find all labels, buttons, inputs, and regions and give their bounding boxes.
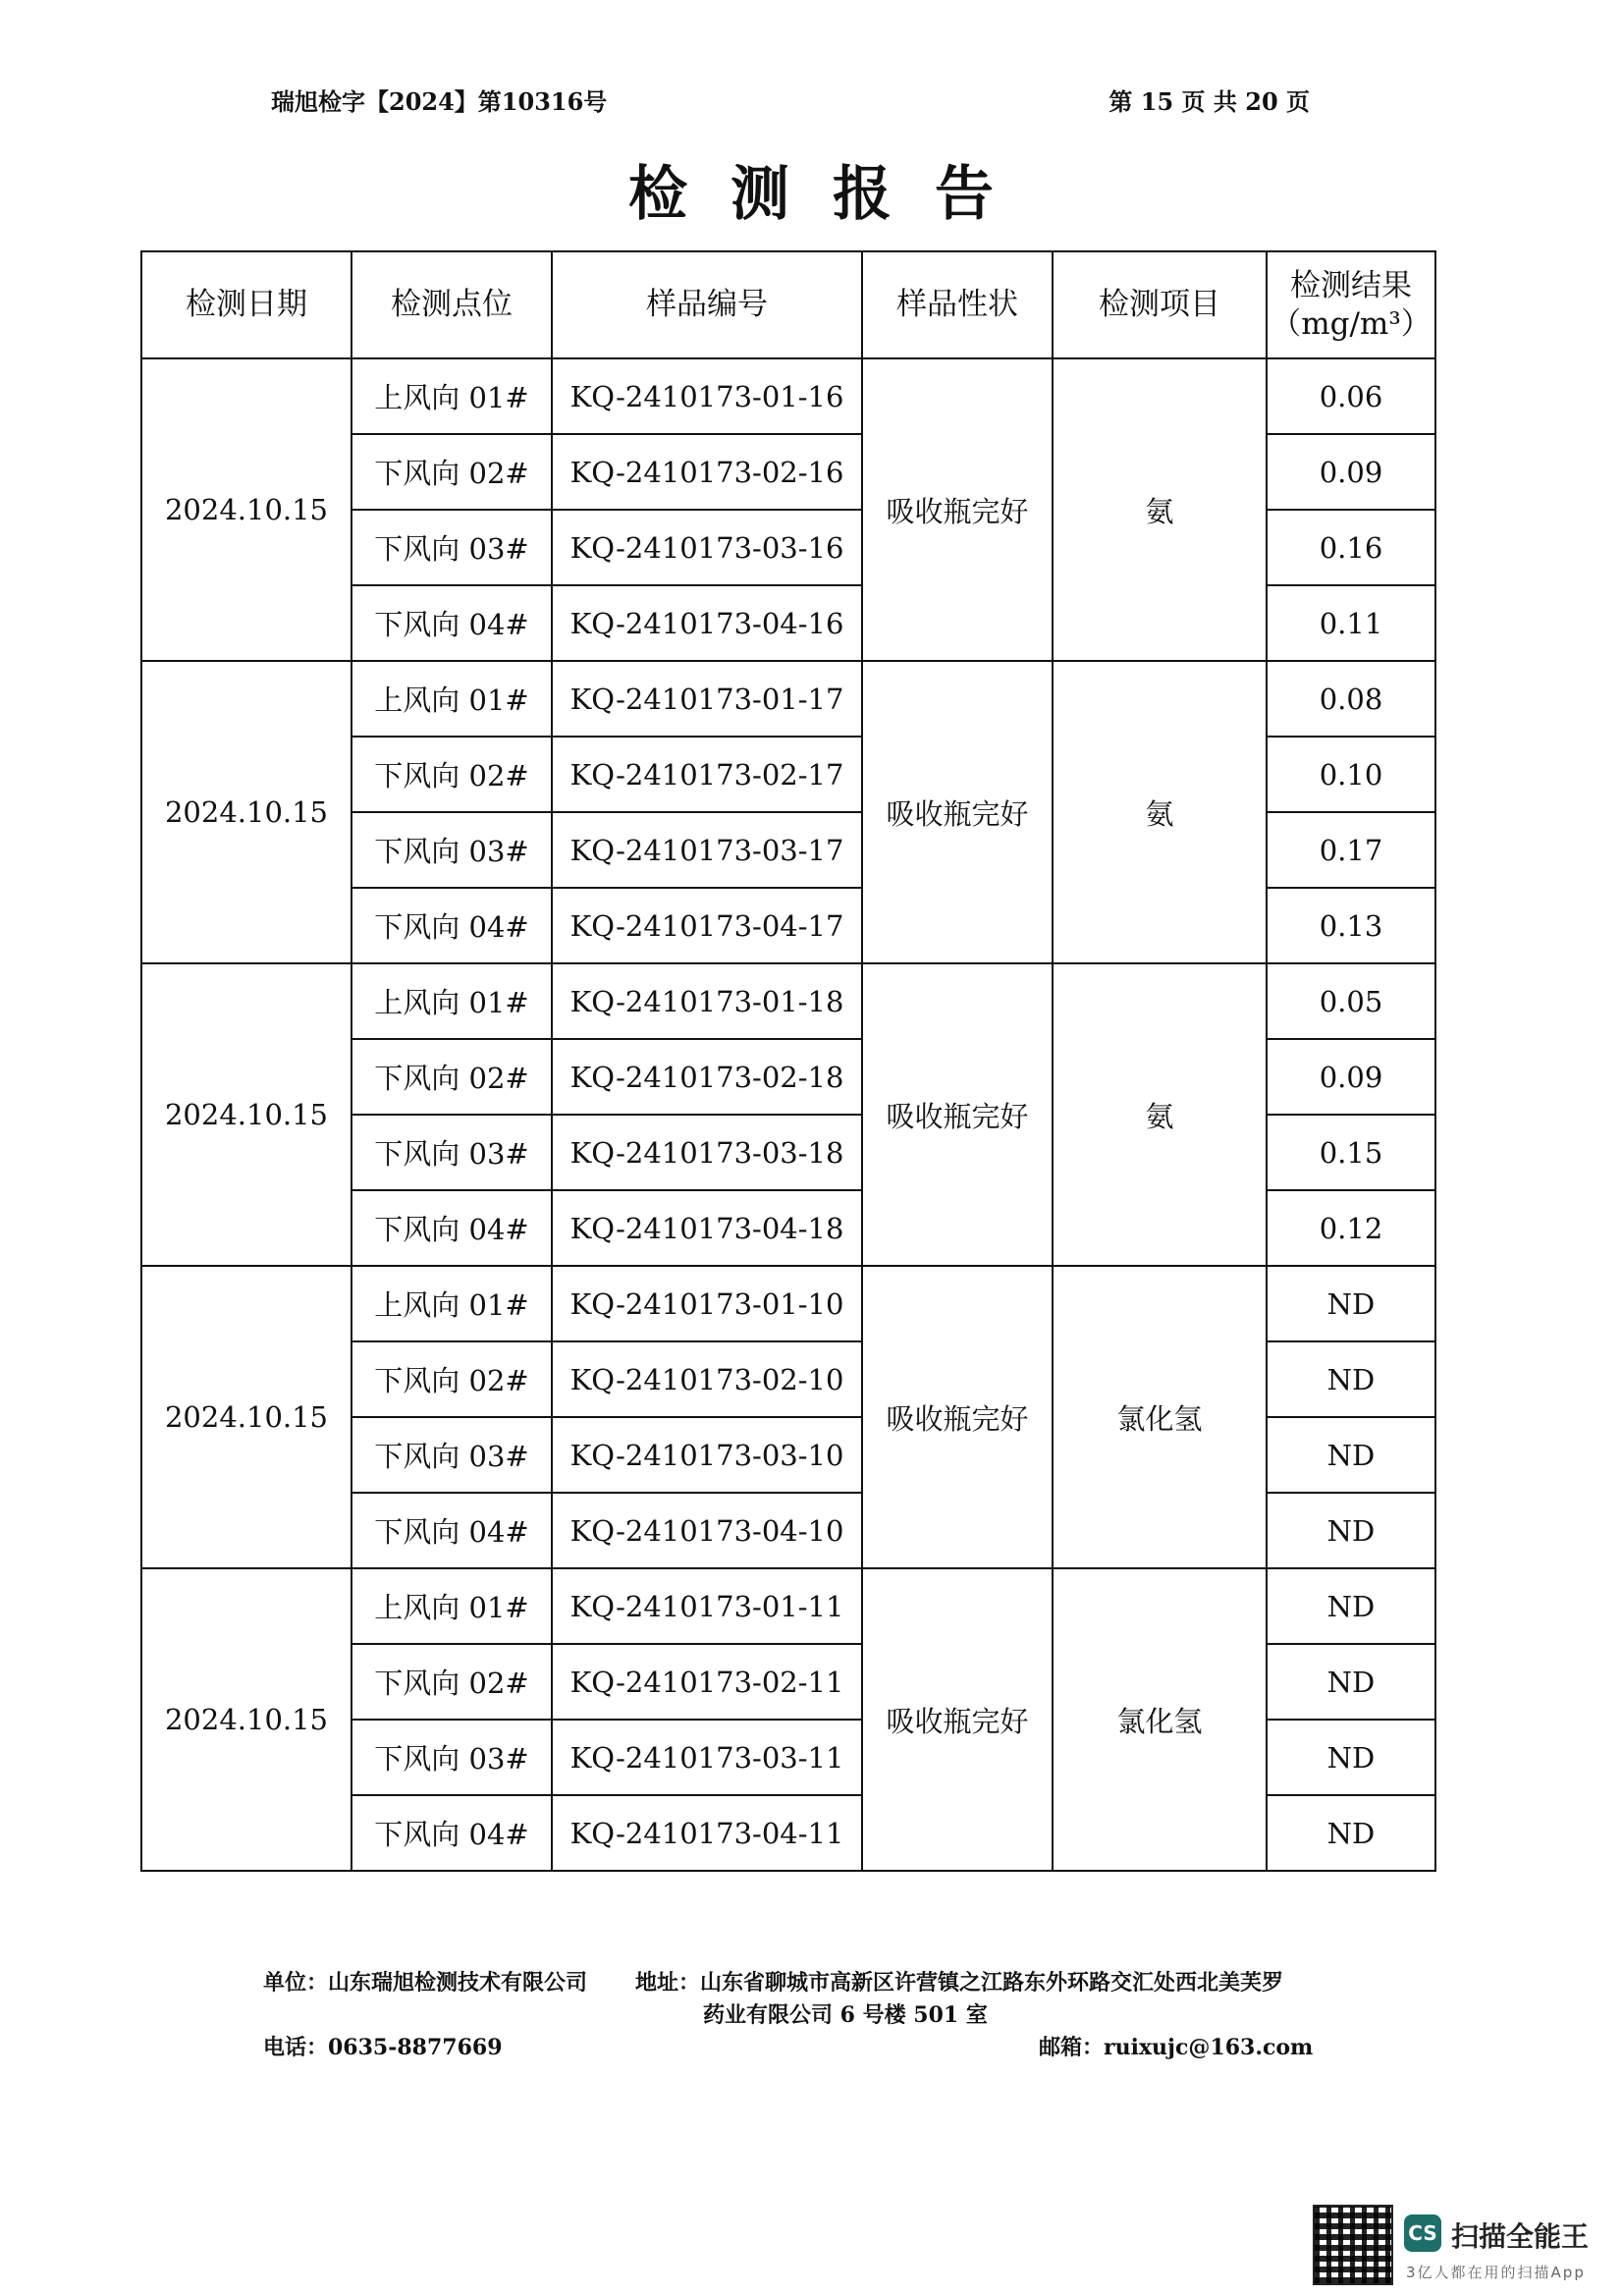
col-header-date: 检测日期 xyxy=(141,251,351,358)
cell-sample-no: KQ-2410173-01-17 xyxy=(552,661,862,737)
cell-sample-no: KQ-2410173-02-10 xyxy=(552,1341,862,1417)
cell-point: 上风向 01# xyxy=(351,963,552,1039)
page-info: 第 15 页 共 20 页 xyxy=(1108,87,1310,116)
cell-sample-no: KQ-2410173-03-11 xyxy=(552,1720,862,1795)
cell-result: ND xyxy=(1267,1341,1435,1417)
qr-code-icon xyxy=(1313,2205,1393,2285)
cell-sample-no: KQ-2410173-01-10 xyxy=(552,1266,862,1341)
col-header-result: 检测结果（mg/m³） xyxy=(1267,251,1435,358)
cell-result: 0.08 xyxy=(1267,661,1435,737)
cell-sample-no: KQ-2410173-02-18 xyxy=(552,1039,862,1115)
cell-result: 0.16 xyxy=(1267,510,1435,585)
cell-point: 下风向 02# xyxy=(351,434,552,510)
cell-sample-state: 吸收瓶完好 xyxy=(862,661,1053,963)
cell-sample-no: KQ-2410173-02-16 xyxy=(552,434,862,510)
cell-date: 2024.10.15 xyxy=(141,661,351,963)
cell-sample-no: KQ-2410173-02-11 xyxy=(552,1644,862,1720)
cell-point: 下风向 02# xyxy=(351,1039,552,1115)
cell-date: 2024.10.15 xyxy=(141,1266,351,1568)
cell-sample-no: KQ-2410173-04-11 xyxy=(552,1795,862,1871)
cell-result: ND xyxy=(1267,1417,1435,1493)
cell-sample-state: 吸收瓶完好 xyxy=(862,358,1053,661)
cell-sample-no: KQ-2410173-01-16 xyxy=(552,358,862,434)
cell-result: 0.10 xyxy=(1267,737,1435,812)
cell-sample-no: KQ-2410173-01-11 xyxy=(552,1568,862,1644)
cell-result: ND xyxy=(1267,1644,1435,1720)
footer-address: 地址：山东省聊城市高新区许营镇之江路东外环路交汇处西北美芙罗 xyxy=(635,1970,1284,1995)
footer-unit: 单位：山东瑞旭检测技术有限公司 xyxy=(263,1970,588,1995)
watermark-tagline: 3亿人都在用的扫描App xyxy=(1406,2264,1586,2281)
table-row xyxy=(141,963,1435,1039)
footer-phone: 电话：0635-8877669 xyxy=(263,2035,503,2060)
cell-date: 2024.10.15 xyxy=(141,963,351,1266)
cell-point: 下风向 02# xyxy=(351,1644,552,1720)
cell-sample-no: KQ-2410173-03-18 xyxy=(552,1115,862,1190)
cell-result: ND xyxy=(1267,1266,1435,1341)
cell-point: 下风向 04# xyxy=(351,1795,552,1871)
cell-date: 2024.10.15 xyxy=(141,358,351,661)
footer-address-line2: 药业有限公司 6 号楼 501 室 xyxy=(703,2002,988,2028)
cell-sample-no: KQ-2410173-03-16 xyxy=(552,510,862,585)
footer-email: 邮箱：ruixujc@163.com xyxy=(1039,2035,1314,2060)
cell-result: 0.06 xyxy=(1267,358,1435,434)
table-row xyxy=(141,661,1435,737)
cell-test-item: 氨 xyxy=(1053,358,1267,661)
results-table xyxy=(140,250,1436,1872)
cell-sample-state: 吸收瓶完好 xyxy=(862,1266,1053,1568)
cell-sample-state: 吸收瓶完好 xyxy=(862,963,1053,1266)
col-header-test-item: 检测项目 xyxy=(1053,251,1267,358)
cell-result: 0.17 xyxy=(1267,812,1435,888)
cell-date: 2024.10.15 xyxy=(141,1568,351,1871)
col-header-sample-no: 样品编号 xyxy=(552,251,862,358)
cell-point: 下风向 04# xyxy=(351,585,552,661)
cell-point: 下风向 03# xyxy=(351,1417,552,1493)
cell-point: 下风向 04# xyxy=(351,1190,552,1266)
cell-result: ND xyxy=(1267,1795,1435,1871)
cell-sample-no: KQ-2410173-02-17 xyxy=(552,737,862,812)
cell-result: 0.15 xyxy=(1267,1115,1435,1190)
cell-sample-no: KQ-2410173-04-16 xyxy=(552,585,862,661)
cell-test-item: 氨 xyxy=(1053,661,1267,963)
camscanner-logo-icon: CS xyxy=(1404,2214,1441,2252)
table-row xyxy=(141,358,1435,434)
cell-point: 下风向 03# xyxy=(351,1115,552,1190)
cell-result: ND xyxy=(1267,1493,1435,1568)
cell-point: 上风向 01# xyxy=(351,1568,552,1644)
cell-point: 下风向 04# xyxy=(351,1493,552,1568)
table-body xyxy=(141,358,1435,1871)
cell-point: 上风向 01# xyxy=(351,1266,552,1341)
cell-sample-no: KQ-2410173-04-10 xyxy=(552,1493,862,1568)
cell-sample-no: KQ-2410173-03-17 xyxy=(552,812,862,888)
cell-point: 下风向 03# xyxy=(351,510,552,585)
table-row xyxy=(141,1266,1435,1341)
cell-sample-no: KQ-2410173-04-17 xyxy=(552,888,862,963)
report-number: 瑞旭检字【2024】第10316号 xyxy=(271,87,608,116)
col-header-point: 检测点位 xyxy=(351,251,552,358)
cell-test-item: 氯化氢 xyxy=(1053,1568,1267,1871)
cell-point: 下风向 04# xyxy=(351,888,552,963)
cell-point: 下风向 03# xyxy=(351,812,552,888)
table-header-row xyxy=(141,251,1435,358)
cell-sample-no: KQ-2410173-04-18 xyxy=(552,1190,862,1266)
cell-result: 0.05 xyxy=(1267,963,1435,1039)
cell-result: 0.13 xyxy=(1267,888,1435,963)
cell-test-item: 氯化氢 xyxy=(1053,1266,1267,1568)
page-title: 检测报告 xyxy=(628,160,1037,229)
cell-point: 下风向 02# xyxy=(351,737,552,812)
cell-sample-no: KQ-2410173-01-18 xyxy=(552,963,862,1039)
cell-point: 上风向 01# xyxy=(351,661,552,737)
cell-result: ND xyxy=(1267,1568,1435,1644)
cell-result: 0.09 xyxy=(1267,434,1435,510)
table-row xyxy=(141,1568,1435,1644)
watermark-app-name: 扫描全能王 xyxy=(1451,2220,1590,2253)
cell-point: 下风向 03# xyxy=(351,1720,552,1795)
cell-result: ND xyxy=(1267,1720,1435,1795)
cell-test-item: 氨 xyxy=(1053,963,1267,1266)
col-header-sample-state: 样品性状 xyxy=(862,251,1053,358)
cell-sample-state: 吸收瓶完好 xyxy=(862,1568,1053,1871)
cell-point: 上风向 01# xyxy=(351,358,552,434)
cell-result: 0.12 xyxy=(1267,1190,1435,1266)
cell-result: 0.09 xyxy=(1267,1039,1435,1115)
cell-point: 下风向 02# xyxy=(351,1341,552,1417)
cell-sample-no: KQ-2410173-03-10 xyxy=(552,1417,862,1493)
cell-result: 0.11 xyxy=(1267,585,1435,661)
